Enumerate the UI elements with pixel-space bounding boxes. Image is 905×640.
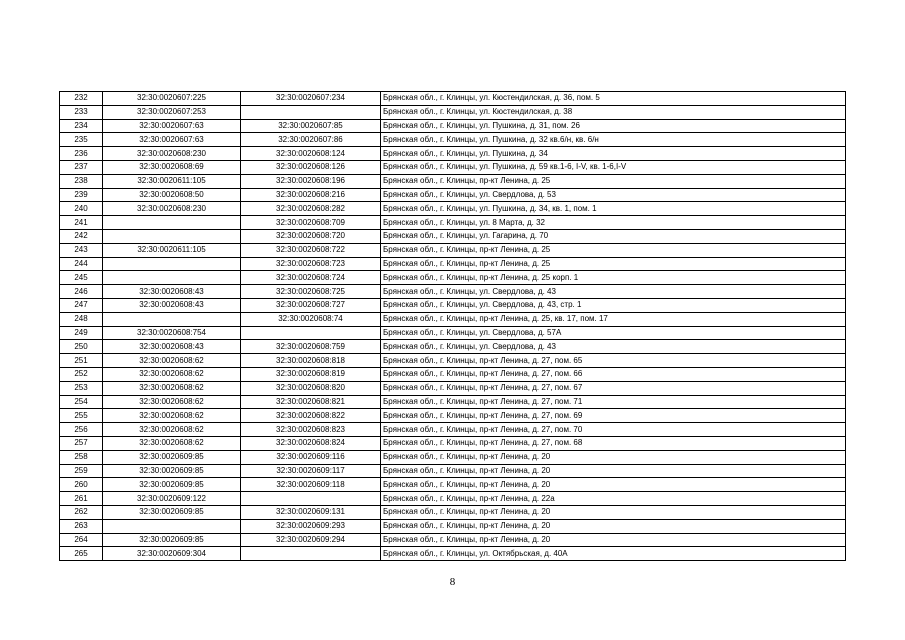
land-cadastral-number-cell: 32:30:0020608:50 [103, 188, 241, 202]
land-cadastral-number-cell: 32:30:0020608:43 [103, 285, 241, 299]
address-cell: Брянская обл., г. Клинцы, ул. Кюстендилская, д. 38 [381, 105, 846, 119]
object-cadastral-number-cell: 32:30:0020608:822 [241, 409, 381, 423]
object-cadastral-number-cell [241, 492, 381, 506]
object-cadastral-number-cell: 32:30:0020608:818 [241, 354, 381, 368]
row-number-cell: 233 [60, 105, 103, 119]
row-number-cell: 234 [60, 119, 103, 133]
address-cell: Брянская обл., г. Клинцы, пр-кт Ленина, д. 22а [381, 492, 846, 506]
row-number-cell: 255 [60, 409, 103, 423]
row-number-cell: 247 [60, 298, 103, 312]
address-cell: Брянская обл., г. Клинцы, ул. Свердлова, д. 43 [381, 285, 846, 299]
table-row [60, 298, 846, 312]
row-number-cell: 243 [60, 243, 103, 257]
land-cadastral-number-cell: 32:30:0020609:85 [103, 450, 241, 464]
table-row [60, 216, 846, 230]
land-cadastral-number-cell: 32:30:0020607:63 [103, 119, 241, 133]
object-cadastral-number-cell: 32:30:0020609:293 [241, 519, 381, 533]
table-row [60, 505, 846, 519]
address-cell: Брянская обл., г. Клинцы, пр-кт Ленина, д. 27, пом. 67 [381, 381, 846, 395]
address-cell: Брянская обл., г. Клинцы, ул. Пушкина, д. 34, кв. 1, пом. 1 [381, 202, 846, 216]
row-number-cell: 245 [60, 271, 103, 285]
table-row [60, 243, 846, 257]
row-number-cell: 250 [60, 340, 103, 354]
row-number-cell: 253 [60, 381, 103, 395]
table-row [60, 533, 846, 547]
table-row [60, 436, 846, 450]
row-number-cell: 236 [60, 147, 103, 161]
object-cadastral-number-cell: 32:30:0020607:234 [241, 92, 381, 106]
row-number-cell: 254 [60, 395, 103, 409]
row-number-cell: 260 [60, 478, 103, 492]
row-number-cell: 235 [60, 133, 103, 147]
row-number-cell: 256 [60, 423, 103, 437]
table-row [60, 229, 846, 243]
row-number-cell: 249 [60, 326, 103, 340]
address-cell: Брянская обл., г. Клинцы, пр-кт Ленина, д. 20 [381, 464, 846, 478]
row-number-cell: 252 [60, 367, 103, 381]
row-number-cell: 244 [60, 257, 103, 271]
address-cell: Брянская обл., г. Клинцы, пр-кт Ленина, д. 27, пом. 69 [381, 409, 846, 423]
address-cell: Брянская обл., г. Клинцы, ул. Пушкина, д. 59 кв.1-6, I-V, кв. 1-6,I-V [381, 160, 846, 174]
land-cadastral-number-cell: 32:30:0020608:62 [103, 354, 241, 368]
table-row [60, 478, 846, 492]
land-cadastral-number-cell: 32:30:0020608:62 [103, 395, 241, 409]
table-row [60, 147, 846, 161]
address-cell: Брянская обл., г. Клинцы, пр-кт Ленина, д. 20 [381, 519, 846, 533]
table-row [60, 423, 846, 437]
address-cell: Брянская обл., г. Клинцы, пр-кт Ленина, д. 25 [381, 174, 846, 188]
land-cadastral-number-cell [103, 312, 241, 326]
address-cell: Брянская обл., г. Клинцы, пр-кт Ленина, д. 20 [381, 478, 846, 492]
land-cadastral-number-cell [103, 257, 241, 271]
row-number-cell: 258 [60, 450, 103, 464]
row-number-cell: 248 [60, 312, 103, 326]
object-cadastral-number-cell: 32:30:0020608:820 [241, 381, 381, 395]
address-cell: Брянская обл., г. Клинцы, пр-кт Ленина, д. 27, пом. 70 [381, 423, 846, 437]
table-row [60, 92, 846, 106]
table-row [60, 395, 846, 409]
address-cell: Брянская обл., г. Клинцы, пр-кт Ленина, д. 25 корп. 1 [381, 271, 846, 285]
object-cadastral-number-cell: 32:30:0020608:821 [241, 395, 381, 409]
table-row [60, 174, 846, 188]
land-cadastral-number-cell: 32:30:0020608:62 [103, 381, 241, 395]
address-cell: Брянская обл., г. Клинцы, ул. Пушкина, д. 32 кв.6/н, кв. 6/н [381, 133, 846, 147]
address-cell: Брянская обл., г. Клинцы, пр-кт Ленина, д. 25 [381, 243, 846, 257]
object-cadastral-number-cell: 32:30:0020608:709 [241, 216, 381, 230]
row-number-cell: 259 [60, 464, 103, 478]
table-row [60, 312, 846, 326]
row-number-cell: 241 [60, 216, 103, 230]
object-cadastral-number-cell: 32:30:0020608:126 [241, 160, 381, 174]
object-cadastral-number-cell: 32:30:0020608:727 [241, 298, 381, 312]
address-cell: Брянская обл., г. Клинцы, пр-кт Ленина, д. 27, пом. 66 [381, 367, 846, 381]
row-number-cell: 265 [60, 547, 103, 561]
address-cell: Брянская обл., г. Клинцы, пр-кт Ленина, д. 20 [381, 505, 846, 519]
table-row [60, 105, 846, 119]
table-row [60, 160, 846, 174]
land-cadastral-number-cell: 32:30:0020607:225 [103, 92, 241, 106]
land-cadastral-number-cell: 32:30:0020611:105 [103, 174, 241, 188]
land-cadastral-number-cell [103, 519, 241, 533]
object-cadastral-number-cell: 32:30:0020608:124 [241, 147, 381, 161]
table-row [60, 133, 846, 147]
row-number-cell: 263 [60, 519, 103, 533]
row-number-cell: 237 [60, 160, 103, 174]
land-cadastral-number-cell [103, 216, 241, 230]
address-cell: Брянская обл., г. Клинцы, ул. Пушкина, д. 34 [381, 147, 846, 161]
address-cell: Брянская обл., г. Клинцы, пр-кт Ленина, д. 25 [381, 257, 846, 271]
object-cadastral-number-cell: 32:30:0020607:85 [241, 119, 381, 133]
table-row [60, 547, 846, 561]
table-row [60, 450, 846, 464]
object-cadastral-number-cell: 32:30:0020608:819 [241, 367, 381, 381]
land-cadastral-number-cell: 32:30:0020608:62 [103, 409, 241, 423]
table-row [60, 271, 846, 285]
table-row [60, 285, 846, 299]
address-cell: Брянская обл., г. Клинцы, ул. Пушкина, д. 31, пом. 26 [381, 119, 846, 133]
object-cadastral-number-cell: 32:30:0020608:74 [241, 312, 381, 326]
land-cadastral-number-cell [103, 229, 241, 243]
table-row [60, 202, 846, 216]
object-cadastral-number-cell [241, 326, 381, 340]
address-cell: Брянская обл., г. Клинцы, пр-кт Ленина, д. 20 [381, 533, 846, 547]
address-cell: Брянская обл., г. Клинцы, пр-кт Ленина, д. 27, пом. 71 [381, 395, 846, 409]
object-cadastral-number-cell: 32:30:0020609:117 [241, 464, 381, 478]
table-body [60, 92, 846, 561]
address-cell: Брянская обл., г. Клинцы, ул. 8 Марта, д. 32 [381, 216, 846, 230]
address-cell: Брянская обл., г. Клинцы, ул. Свердлова, д. 53 [381, 188, 846, 202]
address-cell: Брянская обл., г. Клинцы, пр-кт Ленина, д. 25, кв. 17, пом. 17 [381, 312, 846, 326]
object-cadastral-number-cell [241, 547, 381, 561]
address-cell: Брянская обл., г. Клинцы, ул. Свердлова, д. 57А [381, 326, 846, 340]
land-cadastral-number-cell: 32:30:0020608:62 [103, 423, 241, 437]
address-cell: Брянская обл., г. Клинцы, ул. Свердлова, д. 43, стр. 1 [381, 298, 846, 312]
object-cadastral-number-cell: 32:30:0020609:294 [241, 533, 381, 547]
object-cadastral-number-cell: 32:30:0020608:196 [241, 174, 381, 188]
land-cadastral-number-cell: 32:30:0020608:43 [103, 340, 241, 354]
table-row [60, 354, 846, 368]
table-row [60, 326, 846, 340]
object-cadastral-number-cell: 32:30:0020609:118 [241, 478, 381, 492]
land-cadastral-number-cell: 32:30:0020611:105 [103, 243, 241, 257]
table-row [60, 409, 846, 423]
land-cadastral-number-cell: 32:30:0020609:122 [103, 492, 241, 506]
page-number: 8 [449, 576, 456, 588]
object-cadastral-number-cell: 32:30:0020608:823 [241, 423, 381, 437]
land-cadastral-number-cell: 32:30:0020608:230 [103, 147, 241, 161]
land-cadastral-number-cell: 32:30:0020607:253 [103, 105, 241, 119]
table-row [60, 367, 846, 381]
row-number-cell: 262 [60, 505, 103, 519]
land-cadastral-number-cell: 32:30:0020607:63 [103, 133, 241, 147]
object-cadastral-number-cell: 32:30:0020609:116 [241, 450, 381, 464]
row-number-cell: 239 [60, 188, 103, 202]
object-cadastral-number-cell: 32:30:0020608:216 [241, 188, 381, 202]
row-number-cell: 242 [60, 229, 103, 243]
address-cell: Брянская обл., г. Клинцы, ул. Кюстендилская, д. 36, пом. 5 [381, 92, 846, 106]
address-cell: Брянская обл., г. Клинцы, ул. Октябрьская, д. 40А [381, 547, 846, 561]
land-cadastral-number-cell: 32:30:0020608:754 [103, 326, 241, 340]
object-cadastral-number-cell: 32:30:0020608:282 [241, 202, 381, 216]
row-number-cell: 240 [60, 202, 103, 216]
table-row [60, 381, 846, 395]
object-cadastral-number-cell: 32:30:0020607:86 [241, 133, 381, 147]
land-cadastral-number-cell: 32:30:0020609:304 [103, 547, 241, 561]
table-row [60, 119, 846, 133]
table-row [60, 464, 846, 478]
table-row [60, 340, 846, 354]
land-cadastral-number-cell: 32:30:0020608:43 [103, 298, 241, 312]
address-cell: Брянская обл., г. Клинцы, пр-кт Ленина, д. 27, пом. 68 [381, 436, 846, 450]
property-table [59, 91, 846, 561]
land-cadastral-number-cell [103, 271, 241, 285]
row-number-cell: 261 [60, 492, 103, 506]
object-cadastral-number-cell: 32:30:0020608:724 [241, 271, 381, 285]
row-number-cell: 257 [60, 436, 103, 450]
address-cell: Брянская обл., г. Клинцы, пр-кт Ленина, д. 27, пом. 65 [381, 354, 846, 368]
land-cadastral-number-cell: 32:30:0020608:62 [103, 367, 241, 381]
object-cadastral-number-cell: 32:30:0020608:722 [241, 243, 381, 257]
land-cadastral-number-cell: 32:30:0020609:85 [103, 464, 241, 478]
object-cadastral-number-cell: 32:30:0020608:759 [241, 340, 381, 354]
land-cadastral-number-cell: 32:30:0020609:85 [103, 533, 241, 547]
row-number-cell: 251 [60, 354, 103, 368]
object-cadastral-number-cell [241, 105, 381, 119]
land-cadastral-number-cell: 32:30:0020608:62 [103, 436, 241, 450]
object-cadastral-number-cell: 32:30:0020608:725 [241, 285, 381, 299]
address-cell: Брянская обл., г. Клинцы, ул. Свердлова, д. 43 [381, 340, 846, 354]
land-cadastral-number-cell: 32:30:0020609:85 [103, 505, 241, 519]
object-cadastral-number-cell: 32:30:0020608:824 [241, 436, 381, 450]
address-cell: Брянская обл., г. Клинцы, ул. Гагарина, д. 70 [381, 229, 846, 243]
row-number-cell: 246 [60, 285, 103, 299]
row-number-cell: 238 [60, 174, 103, 188]
object-cadastral-number-cell: 32:30:0020608:723 [241, 257, 381, 271]
object-cadastral-number-cell: 32:30:0020609:131 [241, 505, 381, 519]
table-row [60, 257, 846, 271]
land-cadastral-number-cell: 32:30:0020608:69 [103, 160, 241, 174]
land-cadastral-number-cell: 32:30:0020608:230 [103, 202, 241, 216]
table-row [60, 519, 846, 533]
object-cadastral-number-cell: 32:30:0020608:720 [241, 229, 381, 243]
table-row [60, 492, 846, 506]
address-cell: Брянская обл., г. Клинцы, пр-кт Ленина, д. 20 [381, 450, 846, 464]
row-number-cell: 232 [60, 92, 103, 106]
table-row [60, 188, 846, 202]
row-number-cell: 264 [60, 533, 103, 547]
land-cadastral-number-cell: 32:30:0020609:85 [103, 478, 241, 492]
